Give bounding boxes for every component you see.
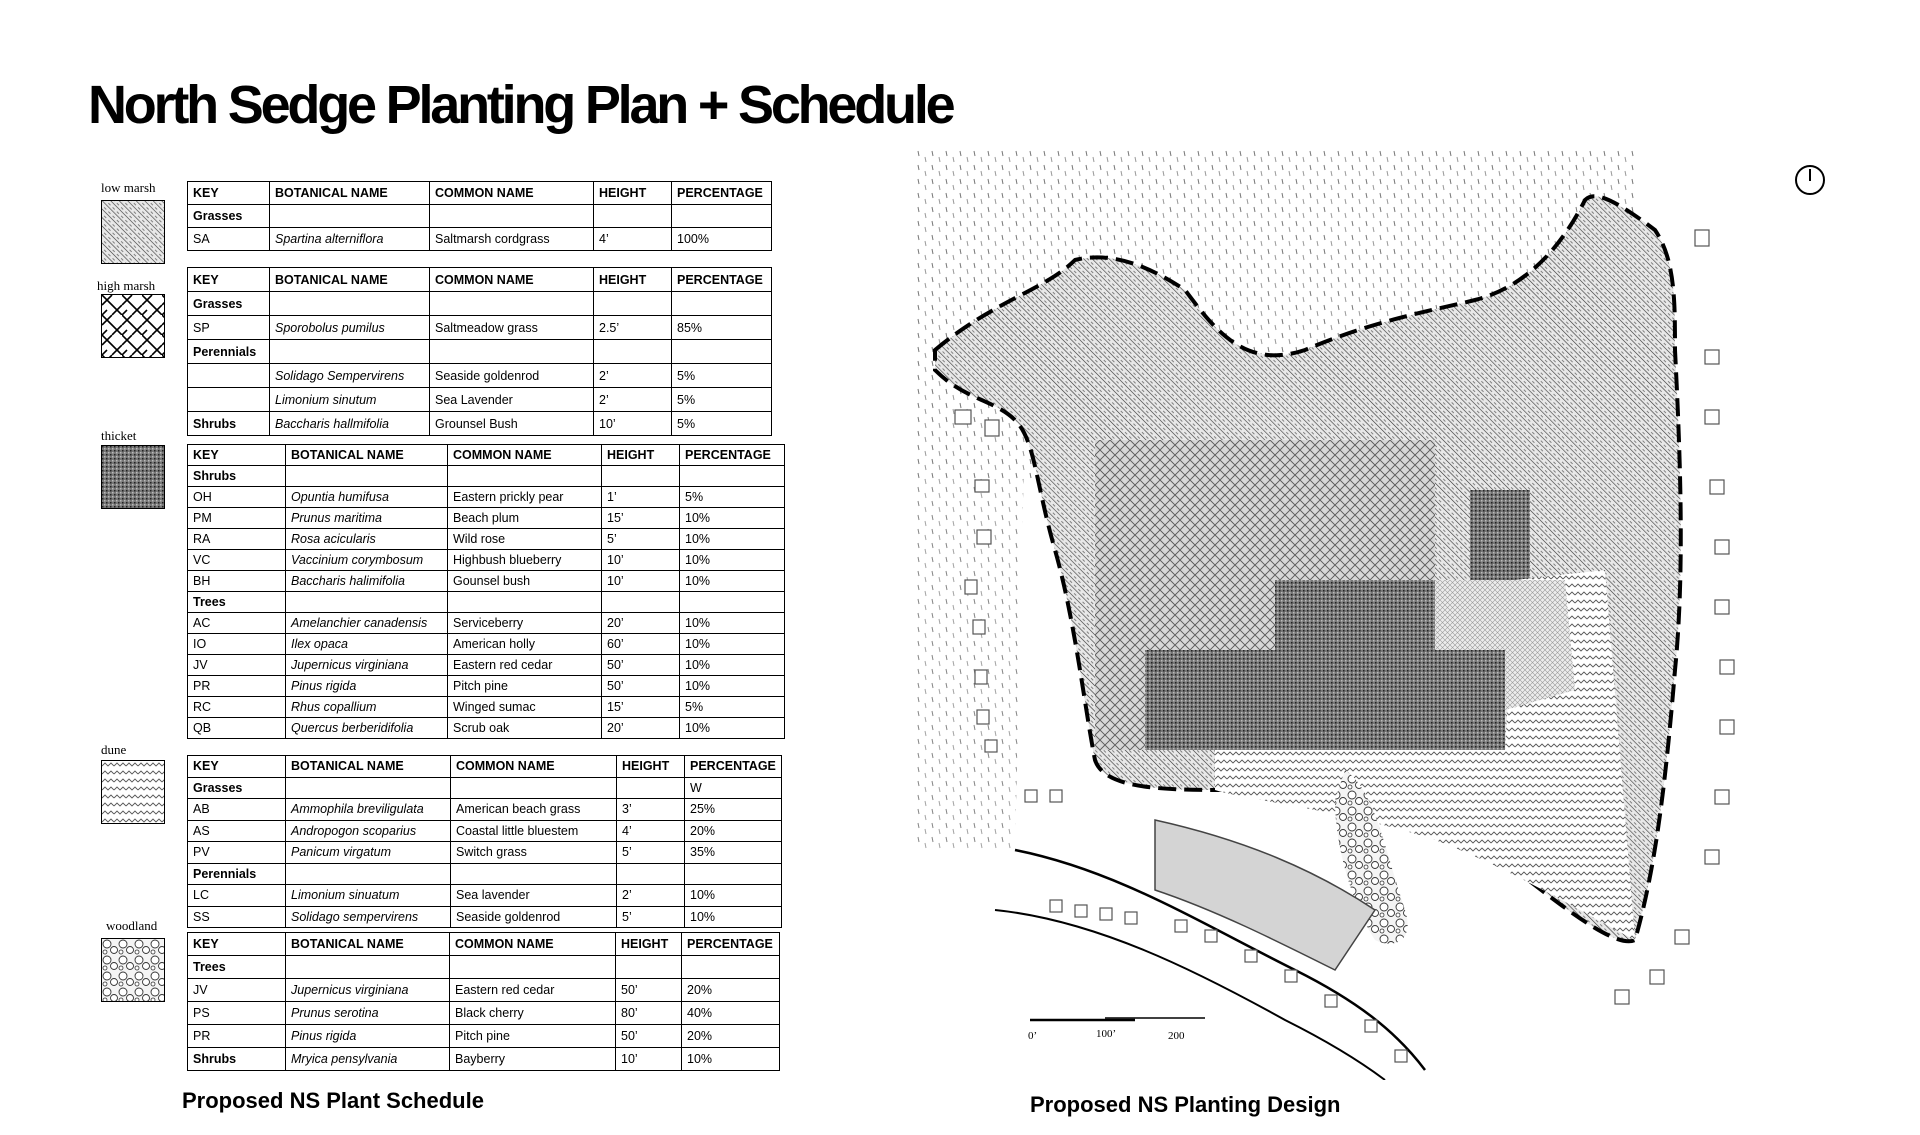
- table-cell: 4’: [617, 820, 685, 842]
- table-cell: SA: [188, 228, 270, 251]
- table-cell: Switch grass: [451, 842, 617, 864]
- table-cell: Bayberry: [450, 1048, 616, 1071]
- table-cell: Baccharis halimifolia: [286, 571, 448, 592]
- table-cell: [594, 340, 672, 364]
- table-cell: [594, 205, 672, 228]
- swatch-low-marsh: [101, 200, 165, 264]
- table-cell: BH: [188, 571, 286, 592]
- table-cell: [450, 956, 616, 979]
- table-cell: Trees: [188, 956, 286, 979]
- table-cell: 50’: [602, 655, 680, 676]
- table-cell: AS: [188, 820, 286, 842]
- table-cell: Quercus berberidifolia: [286, 718, 448, 739]
- category-row: [188, 956, 780, 979]
- table-cell: W: [685, 777, 782, 799]
- table-cell: 10%: [680, 529, 785, 550]
- table-cell: Gounsel bush: [448, 571, 602, 592]
- table-row: [188, 316, 772, 340]
- table-cell: SS: [188, 906, 286, 928]
- table-header: HEIGHT: [594, 182, 672, 205]
- table-cell: 10%: [685, 906, 782, 928]
- design-caption: Proposed NS Planting Design: [1030, 1092, 1341, 1117]
- table-cell: Solidago Sempervirens: [270, 364, 430, 388]
- table-cell: Sporobolus pumilus: [270, 316, 430, 340]
- zone-label-high-marsh: high marsh: [97, 278, 156, 293]
- table-cell: 50’: [616, 1025, 682, 1048]
- table-cell: VC: [188, 550, 286, 571]
- table-cell: Pitch pine: [448, 676, 602, 697]
- schedule-table-thicket: [187, 444, 785, 739]
- zone-label-low-marsh: low marsh: [101, 180, 156, 195]
- table-header: COMMON NAME: [451, 756, 617, 778]
- table-cell: Jupernicus virginiana: [286, 979, 450, 1002]
- table-cell: [270, 292, 430, 316]
- thicket-area-upper: [1275, 580, 1435, 650]
- planting-plan-drawing: [915, 150, 1765, 1080]
- table-cell: Trees: [188, 592, 286, 613]
- table-cell: 60’: [602, 634, 680, 655]
- table-cell: 50’: [616, 979, 682, 1002]
- table-cell: Eastern red cedar: [450, 979, 616, 1002]
- table-cell: [286, 956, 450, 979]
- table-cell: PM: [188, 508, 286, 529]
- table-header: PERCENTAGE: [682, 933, 780, 956]
- table-cell: 2’: [617, 885, 685, 907]
- table-cell: Pinus rigida: [286, 1025, 450, 1048]
- table-cell: Eastern red cedar: [448, 655, 602, 676]
- table-cell: Highbush blueberry: [448, 550, 602, 571]
- table-cell: [430, 340, 594, 364]
- table-header: PERCENTAGE: [680, 445, 785, 466]
- table-row: [188, 388, 772, 412]
- table-row: [188, 979, 780, 1002]
- table-cell: 3’: [617, 799, 685, 821]
- page-title: North Sedge Planting Plan + Schedule: [88, 75, 953, 135]
- category-row: [188, 205, 772, 228]
- table-cell: Scrub oak: [448, 718, 602, 739]
- table-cell: Perennials: [188, 863, 286, 885]
- table-cell: SP: [188, 316, 270, 340]
- table-cell: [286, 466, 448, 487]
- table-cell: Winged sumac: [448, 697, 602, 718]
- table-cell: PR: [188, 1025, 286, 1048]
- table-header: KEY: [188, 933, 286, 956]
- table-header: BOTANICAL NAME: [270, 182, 430, 205]
- table-row: [188, 364, 772, 388]
- table-cell: American beach grass: [451, 799, 617, 821]
- table-cell: [188, 364, 270, 388]
- table-cell: Pinus rigida: [286, 676, 448, 697]
- table-cell: 35%: [685, 842, 782, 864]
- table-cell: Opuntia humifusa: [286, 487, 448, 508]
- table-cell: [451, 777, 617, 799]
- table-cell: Black cherry: [450, 1002, 616, 1025]
- table-cell: AC: [188, 613, 286, 634]
- table-header: COMMON NAME: [430, 268, 594, 292]
- table-cell: [286, 863, 451, 885]
- table-cell: QB: [188, 718, 286, 739]
- table-cell: Limonium sinuatum: [286, 885, 451, 907]
- category-row: [188, 777, 782, 799]
- table-cell: 5%: [672, 412, 772, 436]
- table-cell: 2.5’: [594, 316, 672, 340]
- table-cell: 10’: [594, 412, 672, 436]
- swatch-woodland: [101, 938, 165, 1002]
- table-row: [188, 613, 785, 634]
- table-row: [188, 799, 782, 821]
- table-cell: [448, 466, 602, 487]
- table-cell: Sea lavender: [451, 885, 617, 907]
- table-cell: 40%: [682, 1002, 780, 1025]
- table-cell: 15’: [602, 508, 680, 529]
- thicket-area-lower: [1145, 650, 1505, 750]
- table-cell: [188, 388, 270, 412]
- table-cell: 20%: [682, 979, 780, 1002]
- table-cell: 25%: [685, 799, 782, 821]
- table-cell: [617, 777, 685, 799]
- table-row: [188, 820, 782, 842]
- swatch-high-marsh: [101, 294, 165, 358]
- table-cell: [672, 340, 772, 364]
- table-cell: 10%: [680, 676, 785, 697]
- table-cell: [617, 863, 685, 885]
- table-cell: 85%: [672, 316, 772, 340]
- schedule-table-low-marsh: [187, 181, 772, 251]
- category-row: [188, 340, 772, 364]
- table-header: PERCENTAGE: [672, 268, 772, 292]
- table-cell: Coastal little bluestem: [451, 820, 617, 842]
- table-cell: 20%: [682, 1025, 780, 1048]
- table-row: [188, 529, 785, 550]
- table-header: PERCENTAGE: [672, 182, 772, 205]
- table-cell: Ammophila breviligulata: [286, 799, 451, 821]
- schedule-table-woodland: [187, 932, 780, 1071]
- table-header: BOTANICAL NAME: [270, 268, 430, 292]
- table-cell: 10%: [680, 613, 785, 634]
- table-row: [188, 412, 772, 436]
- table-cell: Mryica pensylvania: [286, 1048, 450, 1071]
- table-header: BOTANICAL NAME: [286, 445, 448, 466]
- table-cell: Ilex opaca: [286, 634, 448, 655]
- table-row: [188, 634, 785, 655]
- table-row: [188, 571, 785, 592]
- table-cell: LC: [188, 885, 286, 907]
- table-cell: 10%: [680, 508, 785, 529]
- category-row: [188, 292, 772, 316]
- table-cell: 20’: [602, 613, 680, 634]
- table-cell: Amelanchier canadensis: [286, 613, 448, 634]
- table-row: [188, 842, 782, 864]
- table-header: BOTANICAL NAME: [286, 756, 451, 778]
- table-cell: Serviceberry: [448, 613, 602, 634]
- thicket-area-right: [1470, 490, 1530, 580]
- table-cell: 80’: [616, 1002, 682, 1025]
- table-cell: 20%: [685, 820, 782, 842]
- table-cell: American holly: [448, 634, 602, 655]
- table-cell: 4’: [594, 228, 672, 251]
- table-cell: 5%: [680, 487, 785, 508]
- table-cell: Shrubs: [188, 466, 286, 487]
- table-cell: [602, 466, 680, 487]
- zone-label-woodland: woodland: [106, 918, 158, 933]
- table-cell: Shrubs: [188, 1048, 286, 1071]
- table-cell: 10’: [602, 571, 680, 592]
- table-cell: Saltmeadow grass: [430, 316, 594, 340]
- zone-label-dune: dune: [101, 742, 127, 757]
- table-cell: Limonium sinutum: [270, 388, 430, 412]
- table-row: [188, 906, 782, 928]
- table-cell: 10%: [680, 634, 785, 655]
- table-cell: 10’: [616, 1048, 682, 1071]
- schedule-table-high-marsh: [187, 267, 772, 436]
- table-cell: 1’: [602, 487, 680, 508]
- table-cell: [685, 863, 782, 885]
- table-row: [188, 655, 785, 676]
- table-cell: [680, 592, 785, 613]
- table-header: PERCENTAGE: [685, 756, 782, 778]
- table-cell: [451, 863, 617, 885]
- table-cell: [430, 292, 594, 316]
- table-cell: Panicum virgatum: [286, 842, 451, 864]
- scale-label-100: 100’: [1096, 1028, 1117, 1040]
- table-cell: 50’: [602, 676, 680, 697]
- table-row: [188, 676, 785, 697]
- scale-bar: [1030, 1018, 1205, 1020]
- table-cell: [602, 592, 680, 613]
- table-cell: 10%: [682, 1048, 780, 1071]
- table-row: [188, 885, 782, 907]
- table-header: BOTANICAL NAME: [286, 933, 450, 956]
- swatch-thicket: [101, 445, 165, 509]
- table-cell: 10’: [602, 550, 680, 571]
- table-row: [188, 1025, 780, 1048]
- table-cell: Grounsel Bush: [430, 412, 594, 436]
- category-row: [188, 863, 782, 885]
- table-cell: 10%: [680, 571, 785, 592]
- table-cell: PR: [188, 676, 286, 697]
- table-header: HEIGHT: [617, 756, 685, 778]
- table-cell: Prunus serotina: [286, 1002, 450, 1025]
- table-cell: Wild rose: [448, 529, 602, 550]
- table-cell: 5%: [680, 697, 785, 718]
- table-cell: 20’: [602, 718, 680, 739]
- table-cell: [594, 292, 672, 316]
- table-cell: 5’: [617, 906, 685, 928]
- table-cell: Prunus maritima: [286, 508, 448, 529]
- table-row: [188, 550, 785, 571]
- table-cell: Beach plum: [448, 508, 602, 529]
- table-header: COMMON NAME: [450, 933, 616, 956]
- table-cell: Saltmarsh cordgrass: [430, 228, 594, 251]
- table-cell: Seaside goldenrod: [430, 364, 594, 388]
- table-cell: RC: [188, 697, 286, 718]
- table-cell: Sea Lavender: [430, 388, 594, 412]
- table-header: HEIGHT: [602, 445, 680, 466]
- category-row: [188, 466, 785, 487]
- table-row: [188, 487, 785, 508]
- table-cell: JV: [188, 655, 286, 676]
- table-row: [188, 697, 785, 718]
- table-row: [188, 1002, 780, 1025]
- table-cell: Rosa acicularis: [286, 529, 448, 550]
- table-cell: 10%: [680, 718, 785, 739]
- table-cell: Spartina alterniflora: [270, 228, 430, 251]
- table-header: HEIGHT: [616, 933, 682, 956]
- table-header: KEY: [188, 182, 270, 205]
- table-cell: Seaside goldenrod: [451, 906, 617, 928]
- scale-label-200: 200: [1168, 1030, 1185, 1042]
- table-cell: Vaccinium corymbosum: [286, 550, 448, 571]
- swatch-dune: [101, 760, 165, 824]
- table-cell: [270, 205, 430, 228]
- table-cell: [682, 956, 780, 979]
- table-cell: Grasses: [188, 292, 270, 316]
- table-cell: Jupernicus virginiana: [286, 655, 448, 676]
- table-header: COMMON NAME: [430, 182, 594, 205]
- table-header: HEIGHT: [594, 268, 672, 292]
- table-cell: 5%: [672, 364, 772, 388]
- table-cell: [286, 592, 448, 613]
- table-cell: JV: [188, 979, 286, 1002]
- table-cell: Solidago sempervirens: [286, 906, 451, 928]
- table-cell: [286, 777, 451, 799]
- table-cell: [680, 466, 785, 487]
- table-cell: [270, 340, 430, 364]
- table-cell: 10%: [685, 885, 782, 907]
- table-row: [188, 508, 785, 529]
- table-row: [188, 228, 772, 251]
- table-cell: AB: [188, 799, 286, 821]
- table-cell: Rhus copallium: [286, 697, 448, 718]
- schedule-caption: Proposed NS Plant Schedule: [182, 1088, 484, 1113]
- table-cell: PV: [188, 842, 286, 864]
- table-header: COMMON NAME: [448, 445, 602, 466]
- table-row: [188, 718, 785, 739]
- zone-label-thicket: thicket: [101, 428, 137, 443]
- table-row: [188, 1048, 780, 1071]
- table-cell: 2’: [594, 388, 672, 412]
- table-cell: 2’: [594, 364, 672, 388]
- schedule-table-dune: [187, 755, 782, 928]
- table-cell: Shrubs: [188, 412, 270, 436]
- table-cell: Pitch pine: [450, 1025, 616, 1048]
- table-cell: Grasses: [188, 777, 286, 799]
- table-cell: 100%: [672, 228, 772, 251]
- table-cell: 15’: [602, 697, 680, 718]
- table-header: KEY: [188, 445, 286, 466]
- table-cell: IO: [188, 634, 286, 655]
- table-cell: RA: [188, 529, 286, 550]
- table-cell: 10%: [680, 550, 785, 571]
- table-cell: [448, 592, 602, 613]
- table-cell: Baccharis hallmifolia: [270, 412, 430, 436]
- table-cell: Andropogon scoparius: [286, 820, 451, 842]
- table-cell: 5%: [672, 388, 772, 412]
- table-cell: 5’: [602, 529, 680, 550]
- table-cell: 10%: [680, 655, 785, 676]
- north-arrow-icon: [1795, 165, 1825, 195]
- table-cell: Eastern prickly pear: [448, 487, 602, 508]
- table-cell: PS: [188, 1002, 286, 1025]
- table-header: KEY: [188, 756, 286, 778]
- table-cell: 5’: [617, 842, 685, 864]
- table-cell: [430, 205, 594, 228]
- category-row: [188, 592, 785, 613]
- table-cell: [672, 292, 772, 316]
- table-cell: [672, 205, 772, 228]
- table-cell: Grasses: [188, 205, 270, 228]
- table-cell: [616, 956, 682, 979]
- scale-label-0: 0’: [1028, 1030, 1038, 1042]
- table-header: KEY: [188, 268, 270, 292]
- table-cell: OH: [188, 487, 286, 508]
- table-cell: Perennials: [188, 340, 270, 364]
